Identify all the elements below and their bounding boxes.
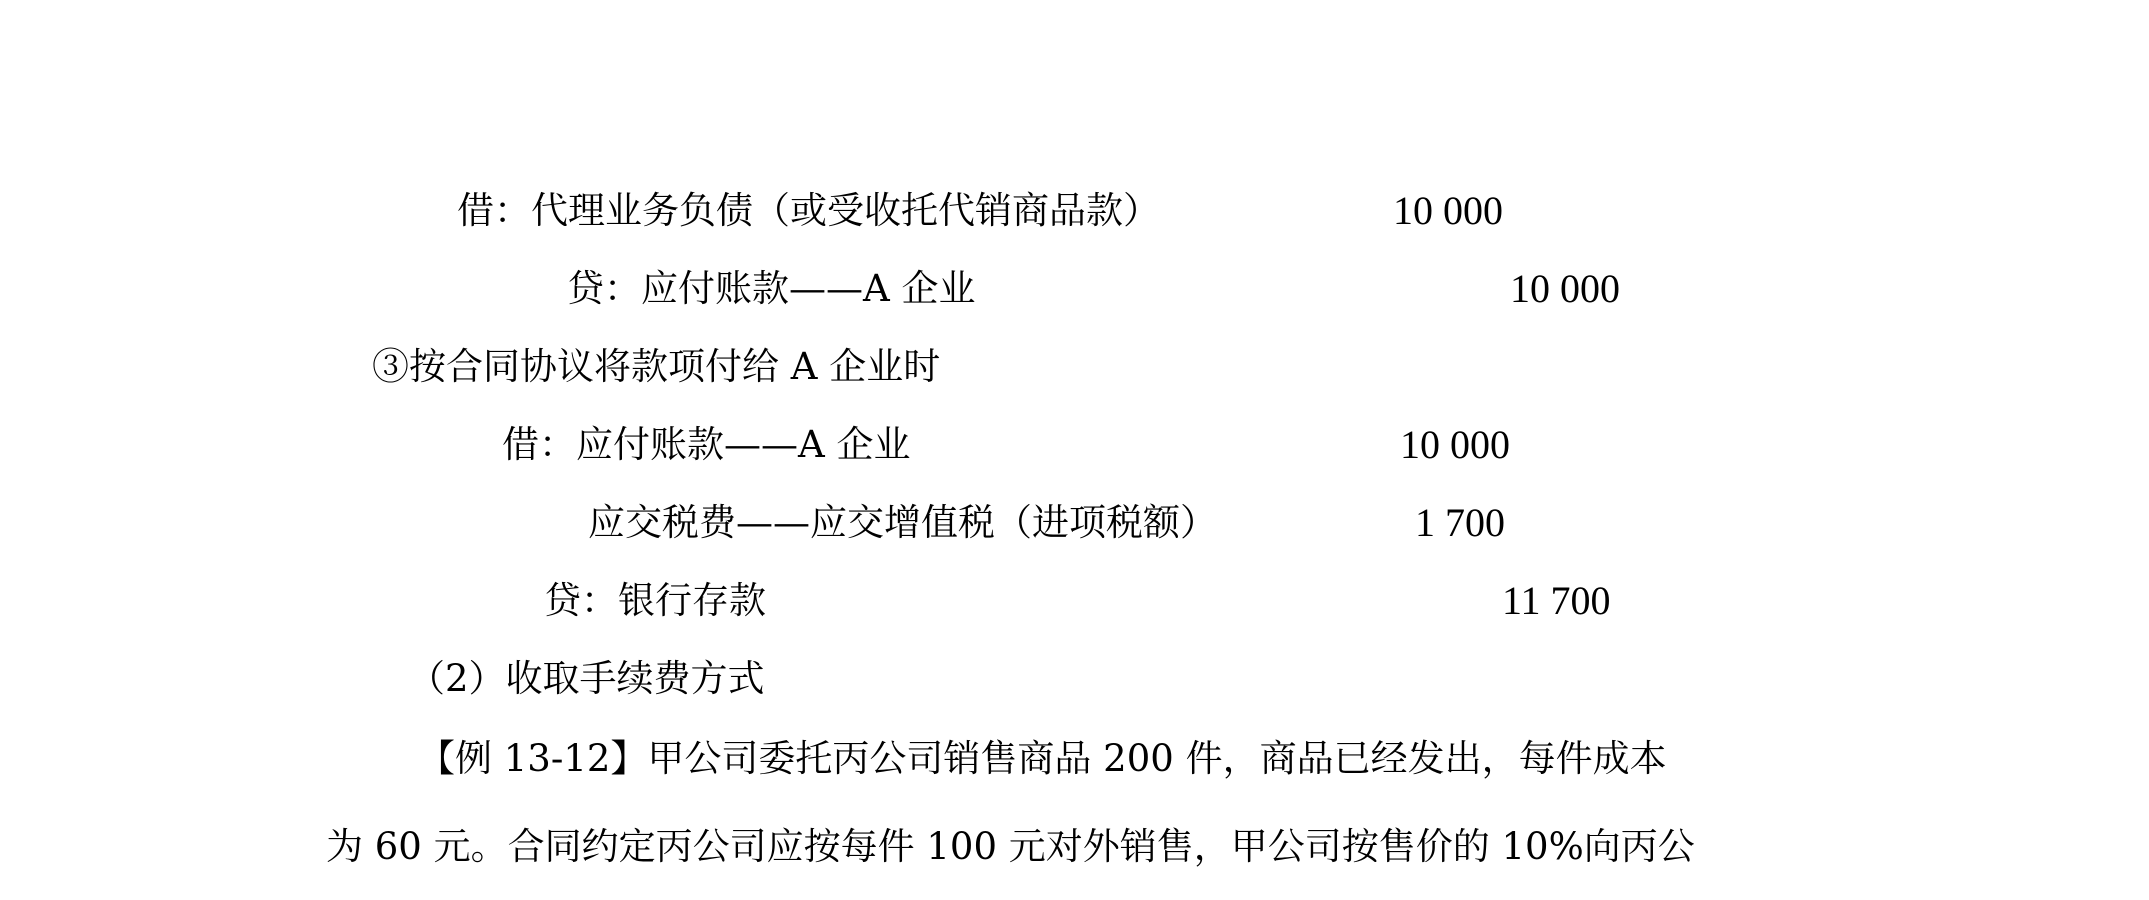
debit-amount-agency-liability: 10 000 <box>1393 188 1503 233</box>
credit-line-accounts-payable: 贷：应付账款——A 企业 <box>567 267 976 310</box>
credit-amount-accounts-payable: 10 000 <box>1510 266 1620 311</box>
debit-line-agency-liability: 借：代理业务负债（或受收托代销商品款） <box>457 189 1160 232</box>
credit-line-bank-deposit: 贷：银行存款 <box>544 579 766 622</box>
example-paragraph-line-2: 为 60 元。合同约定丙公司应按每件 100 元对外销售，甲公司按售价的 10%向丙公 <box>326 825 1695 868</box>
debit-line-accounts-payable: 借：应付账款——A 企业 <box>502 423 911 466</box>
debit-amount-input-vat: 1 700 <box>1415 500 1505 545</box>
debit-line-input-vat: 应交税费——应交增值税（进项税额） <box>588 501 1217 544</box>
step-heading-pay-enterprise: ③按合同协议将款项付给 A 企业时 <box>372 345 941 388</box>
credit-amount-bank-deposit: 11 700 <box>1502 578 1611 623</box>
section-heading-commission-method: （2）收取手续费方式 <box>408 657 765 700</box>
example-paragraph-line-1: 【例 13-12】甲公司委托丙公司销售商品 200 件，商品已经发出，每件成本 <box>418 737 1667 780</box>
debit-amount-accounts-payable: 10 000 <box>1400 422 1510 467</box>
